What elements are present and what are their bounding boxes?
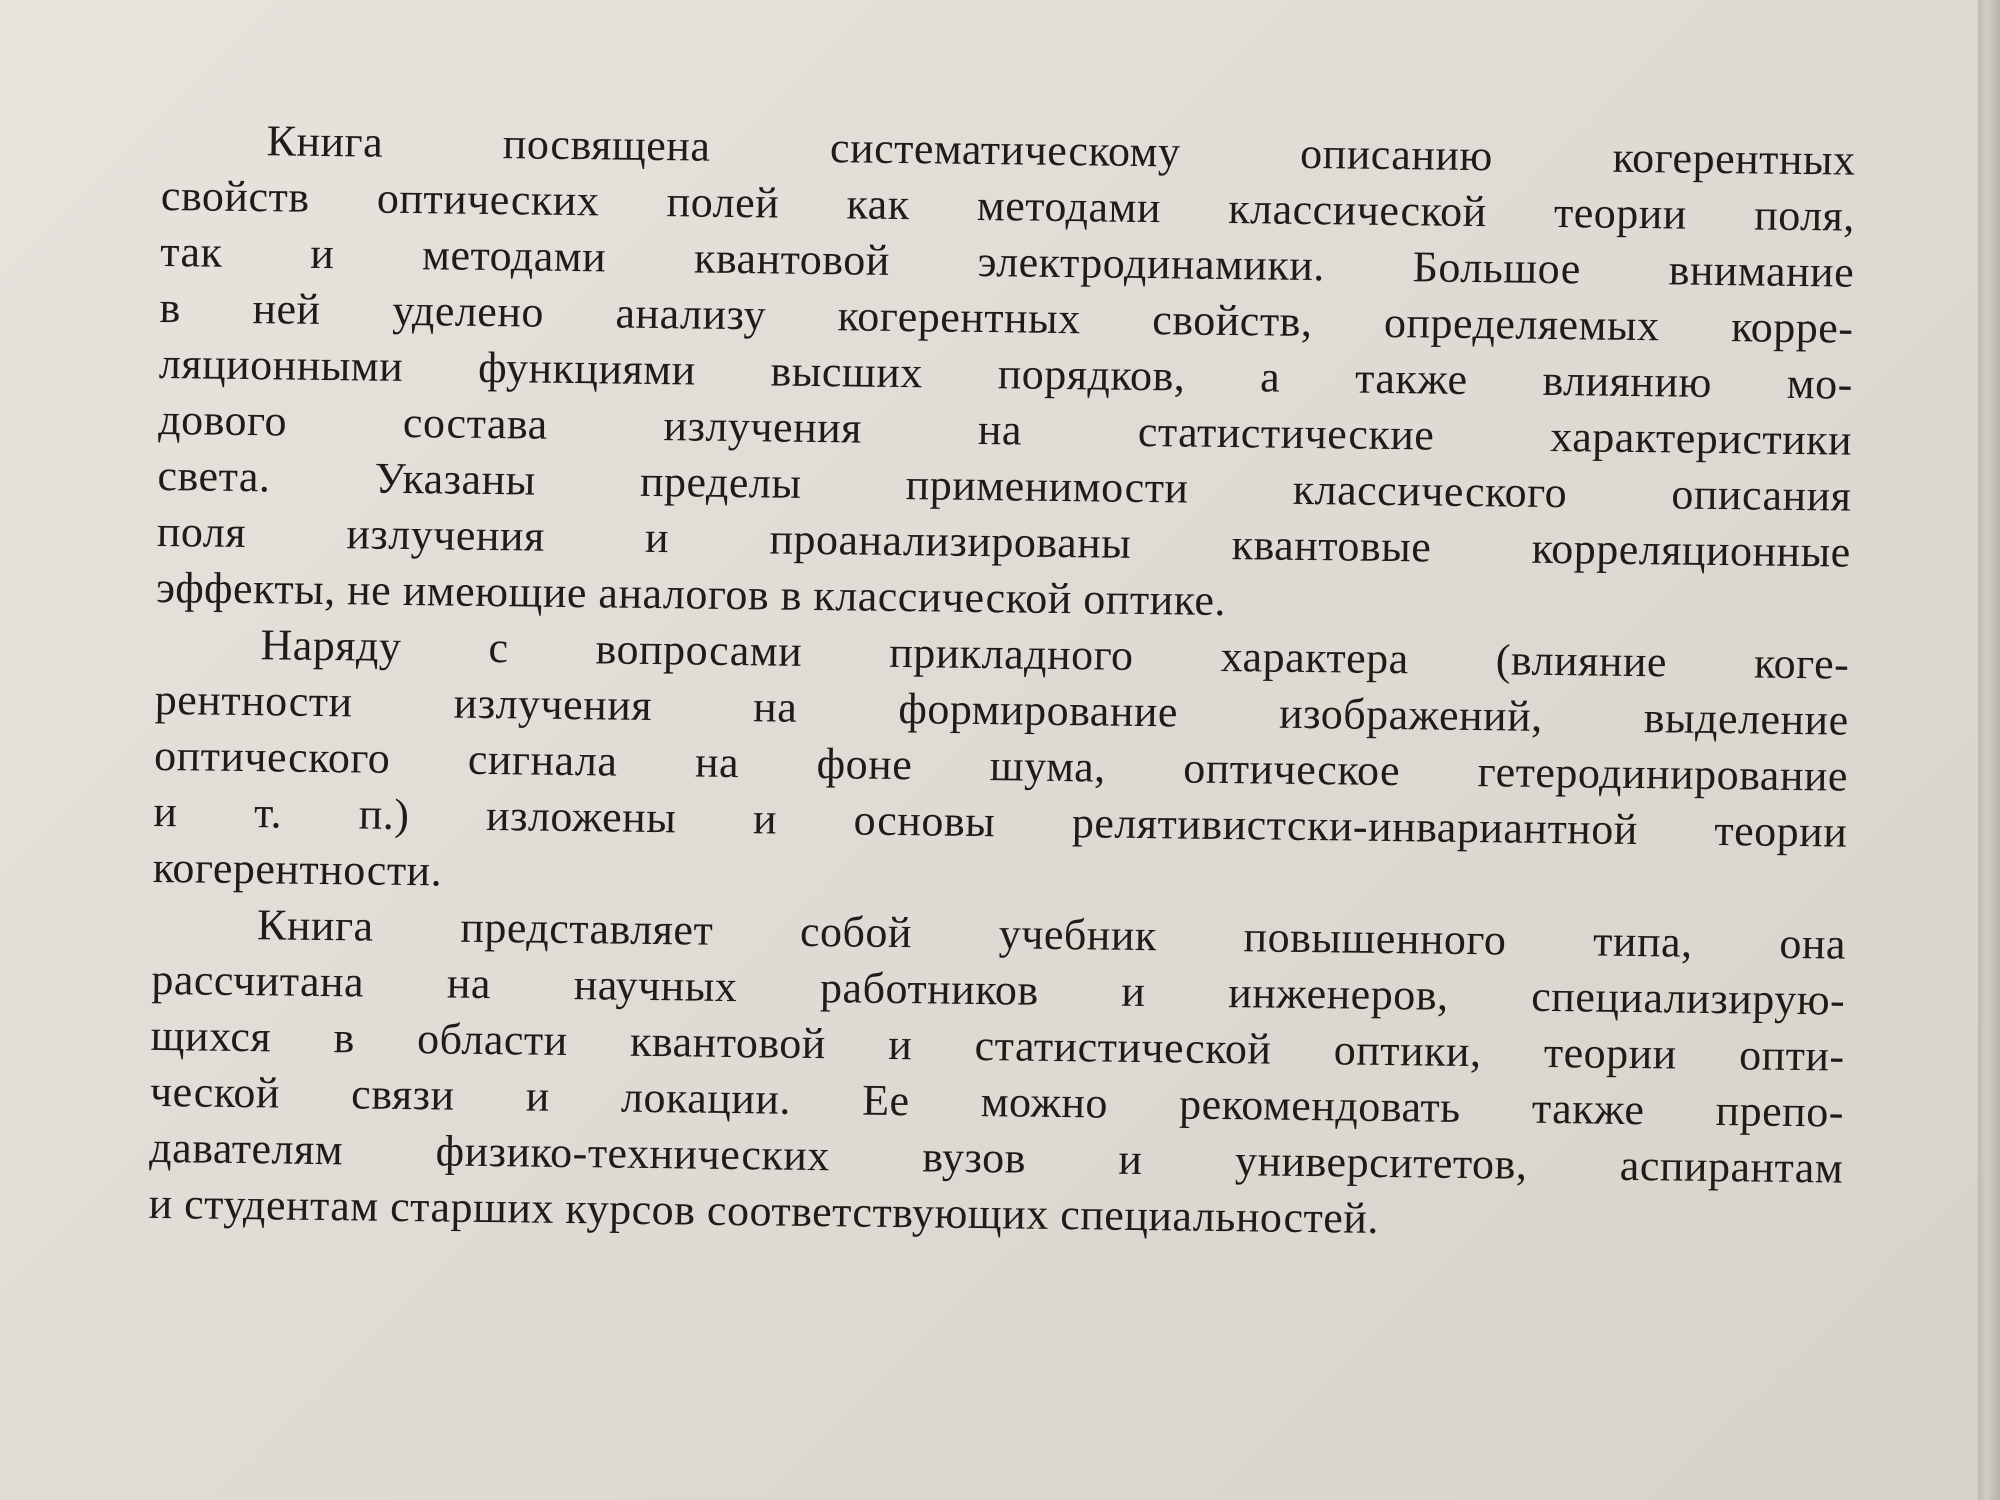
- text-line: давателям физико-технических вузов и университетов, аспирантам: [149, 1122, 1844, 1193]
- text-line: рассчитана на научных работников и инженеров, специализирую-: [151, 954, 1846, 1025]
- text-line: поля излучения и проанализированы квантовые корреляционные: [156, 506, 1852, 577]
- paragraph-2: [152, 616, 1849, 917]
- text-line: и т. п.) изложены и основы релятивистски-инвариантной теории: [153, 786, 1848, 857]
- text-line: щихся в области квантовой и статистической оптики, теории опти-: [150, 1010, 1845, 1081]
- text-line: так и методами квантовой электродинамики. Большое внимание: [159, 226, 1855, 297]
- text-line: оптического сигнала на фоне шума, оптическое гетеродинирование: [153, 730, 1849, 801]
- text-line: Наряду с вопросами прикладного характера (влияние коге-: [260, 620, 1850, 689]
- text-line: и студентам старших курсов соответствующих специальностей.: [148, 1178, 1380, 1243]
- text-line: свойств оптических полей как методами классической теории поля,: [160, 170, 1856, 241]
- paragraph-3: [148, 896, 1846, 1253]
- annotation-text: [148, 112, 1856, 1253]
- text-line: Книга представляет собой учебник повышенного типа, она: [256, 900, 1847, 969]
- text-line: когерентности.: [152, 842, 443, 896]
- paragraph-1: [156, 112, 1856, 637]
- text-line: света. Указаны пределы применимости классического описания: [157, 450, 1852, 521]
- text-line: ляционными функциями высших порядков, а также влиянию мо-: [158, 338, 1854, 409]
- text-line: Книга посвящена систематическому описанию когерентных: [266, 116, 1856, 185]
- text-line: ческой связи и локации. Ее можно рекомендовать также препо-: [149, 1066, 1845, 1137]
- text-line: в ней уделено анализу когерентных свойств, определяемых корре-: [159, 282, 1854, 353]
- text-line: дового состава излучения на статистические характеристики: [157, 394, 1853, 465]
- text-line: эффекты, не имеющие аналогов в классической оптике.: [155, 562, 1227, 626]
- page-edge: [1978, 0, 2000, 1500]
- text-line: рентности излучения на формирование изображений, выделение: [154, 674, 1849, 745]
